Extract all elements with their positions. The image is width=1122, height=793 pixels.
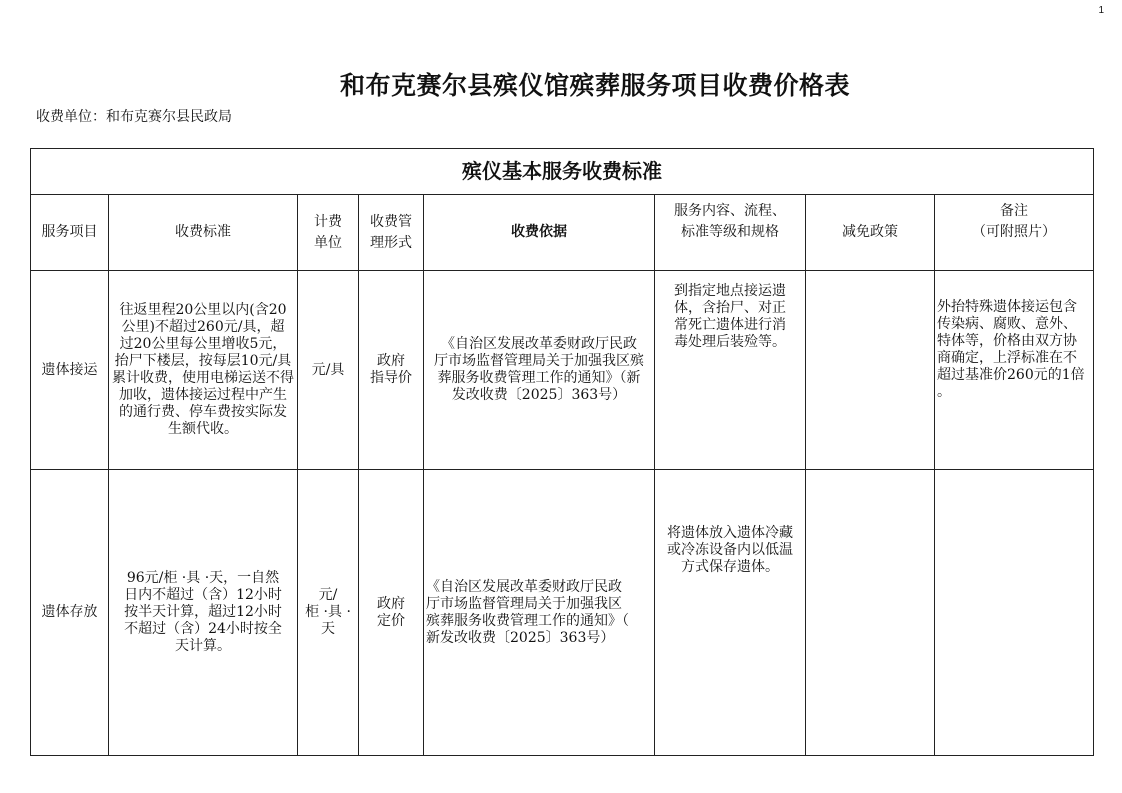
text-line: 新发改收费〔2025〕363号） xyxy=(426,629,615,646)
text-line: 毒处理后装殓等。 xyxy=(674,334,786,350)
row-unit xyxy=(298,470,359,756)
text-line: 《自治区发展改革委财政厅民政 xyxy=(441,336,637,352)
row-content xyxy=(655,470,806,756)
text-line: 超过基准价260元的1倍 xyxy=(937,367,1085,383)
row-item: 遗体存放 xyxy=(31,470,109,756)
text-line: 累计收费，使用电梯运送不得 xyxy=(112,370,294,386)
text-line: 元/具 xyxy=(311,361,345,378)
text-line: 理形式 xyxy=(370,234,412,251)
text-line: 加收，遗体接运过程中产生 xyxy=(119,387,287,403)
row-standard xyxy=(109,470,298,756)
text-line: 服务内容、流程、 xyxy=(674,203,786,219)
row-remark xyxy=(935,271,1094,470)
row-basis xyxy=(424,470,655,756)
charging-unit-label: 收费单位：和布克赛尔县民政局 xyxy=(36,109,232,125)
text-line: 厅市场监督管理局关于加强我区殡 xyxy=(434,353,644,369)
header-policy: 减免政策 xyxy=(806,195,935,271)
text-line: 发改收费〔2025〕363号） xyxy=(451,387,627,403)
text-line: 收费管 xyxy=(370,213,412,230)
text-line: 政府 xyxy=(377,353,405,369)
header-unit xyxy=(298,195,359,271)
text-line: 日内不超过（含）12小时 xyxy=(124,587,282,603)
page-title: 和布克赛尔县殡仪馆殡葬服务项目收费价格表 xyxy=(339,71,850,100)
header-remark xyxy=(935,195,1094,271)
text-line: （可附照片） xyxy=(972,224,1056,240)
header-standard: 收费标准 xyxy=(109,195,298,271)
text-line: 备注 xyxy=(1000,203,1028,219)
text-line: 葬服务收费管理工作的通知》（新 xyxy=(437,370,641,386)
row-basis xyxy=(424,271,655,470)
price-table xyxy=(30,148,1094,756)
page-number: 1 xyxy=(1098,5,1104,16)
row-form xyxy=(359,470,424,756)
table-row xyxy=(31,470,1094,756)
row-remark xyxy=(935,470,1094,756)
text-line: 过20公里每公里增收5元， xyxy=(119,336,287,352)
row-item: 遗体接运 xyxy=(31,271,109,470)
text-line: 的通行费、停车费按实际发 xyxy=(119,404,287,420)
text-line: 不超过（含）24小时按全 xyxy=(124,621,282,637)
text-line: 特体等，价格由双方协 xyxy=(937,333,1077,349)
text-line: 外抬特殊遗体接运包含 xyxy=(937,299,1077,315)
row-policy xyxy=(806,271,935,470)
row-standard xyxy=(109,271,298,470)
row-policy xyxy=(806,470,935,756)
text-line: 定价 xyxy=(377,612,405,629)
text-line: 96元/柜 ·具 ·天，一自然 xyxy=(126,570,280,586)
text-line: 柜 ·具 · xyxy=(305,604,351,620)
text-line: 《自治区发展改革委财政厅民政 xyxy=(426,578,622,595)
table-row xyxy=(31,271,1094,470)
text-line: 到指定地点接运遗 xyxy=(674,283,786,299)
text-line: 殡葬服务收费管理工作的通知》（ xyxy=(426,612,629,629)
text-line: 计费 xyxy=(314,213,342,230)
text-line: 常死亡遗体进行消 xyxy=(674,317,786,333)
text-line: 往返里程20公里以内(含20 xyxy=(119,302,287,318)
text-line: 厅市场监督管理局关于加强我区 xyxy=(426,595,622,612)
text-line: 单位 xyxy=(314,234,342,251)
text-line: 天 xyxy=(321,621,335,637)
row-unit xyxy=(298,271,359,470)
text-line: 政府 xyxy=(377,595,405,612)
header-form xyxy=(359,195,424,271)
header-basis: 收费依据 xyxy=(424,195,655,271)
text-line: 传染病、腐败、意外、 xyxy=(937,316,1077,332)
text-line: 公里)不超过260元/具，超 xyxy=(121,319,285,335)
text-line: 按半天计算，超过12小时 xyxy=(124,604,282,620)
text-line: 元/ xyxy=(318,587,338,603)
text-line: 将遗体放入遗体冷藏 xyxy=(667,525,793,541)
text-line: 。 xyxy=(937,384,951,400)
text-line: 生额代收。 xyxy=(168,421,238,437)
section-title: 殡仪基本服务收费标准 xyxy=(31,149,1094,195)
header-content xyxy=(655,195,806,271)
text-line: 商确定，上浮标准在不 xyxy=(937,350,1077,366)
text-line: 体，含抬尸、对正 xyxy=(674,300,786,316)
row-content xyxy=(655,271,806,470)
header-row xyxy=(31,195,1094,271)
text-line: 方式保存遗体。 xyxy=(681,559,779,575)
text-line: 天计算。 xyxy=(175,638,231,654)
text-line: 标准等级和规格 xyxy=(681,224,779,240)
text-line: 或冷冻设备内以低温 xyxy=(667,542,793,558)
text-line: 抬尸下楼层，按每层10元/具 xyxy=(114,353,292,369)
header-item: 服务项目 xyxy=(31,195,109,271)
row-form xyxy=(359,271,424,470)
text-line: 指导价 xyxy=(370,370,412,386)
